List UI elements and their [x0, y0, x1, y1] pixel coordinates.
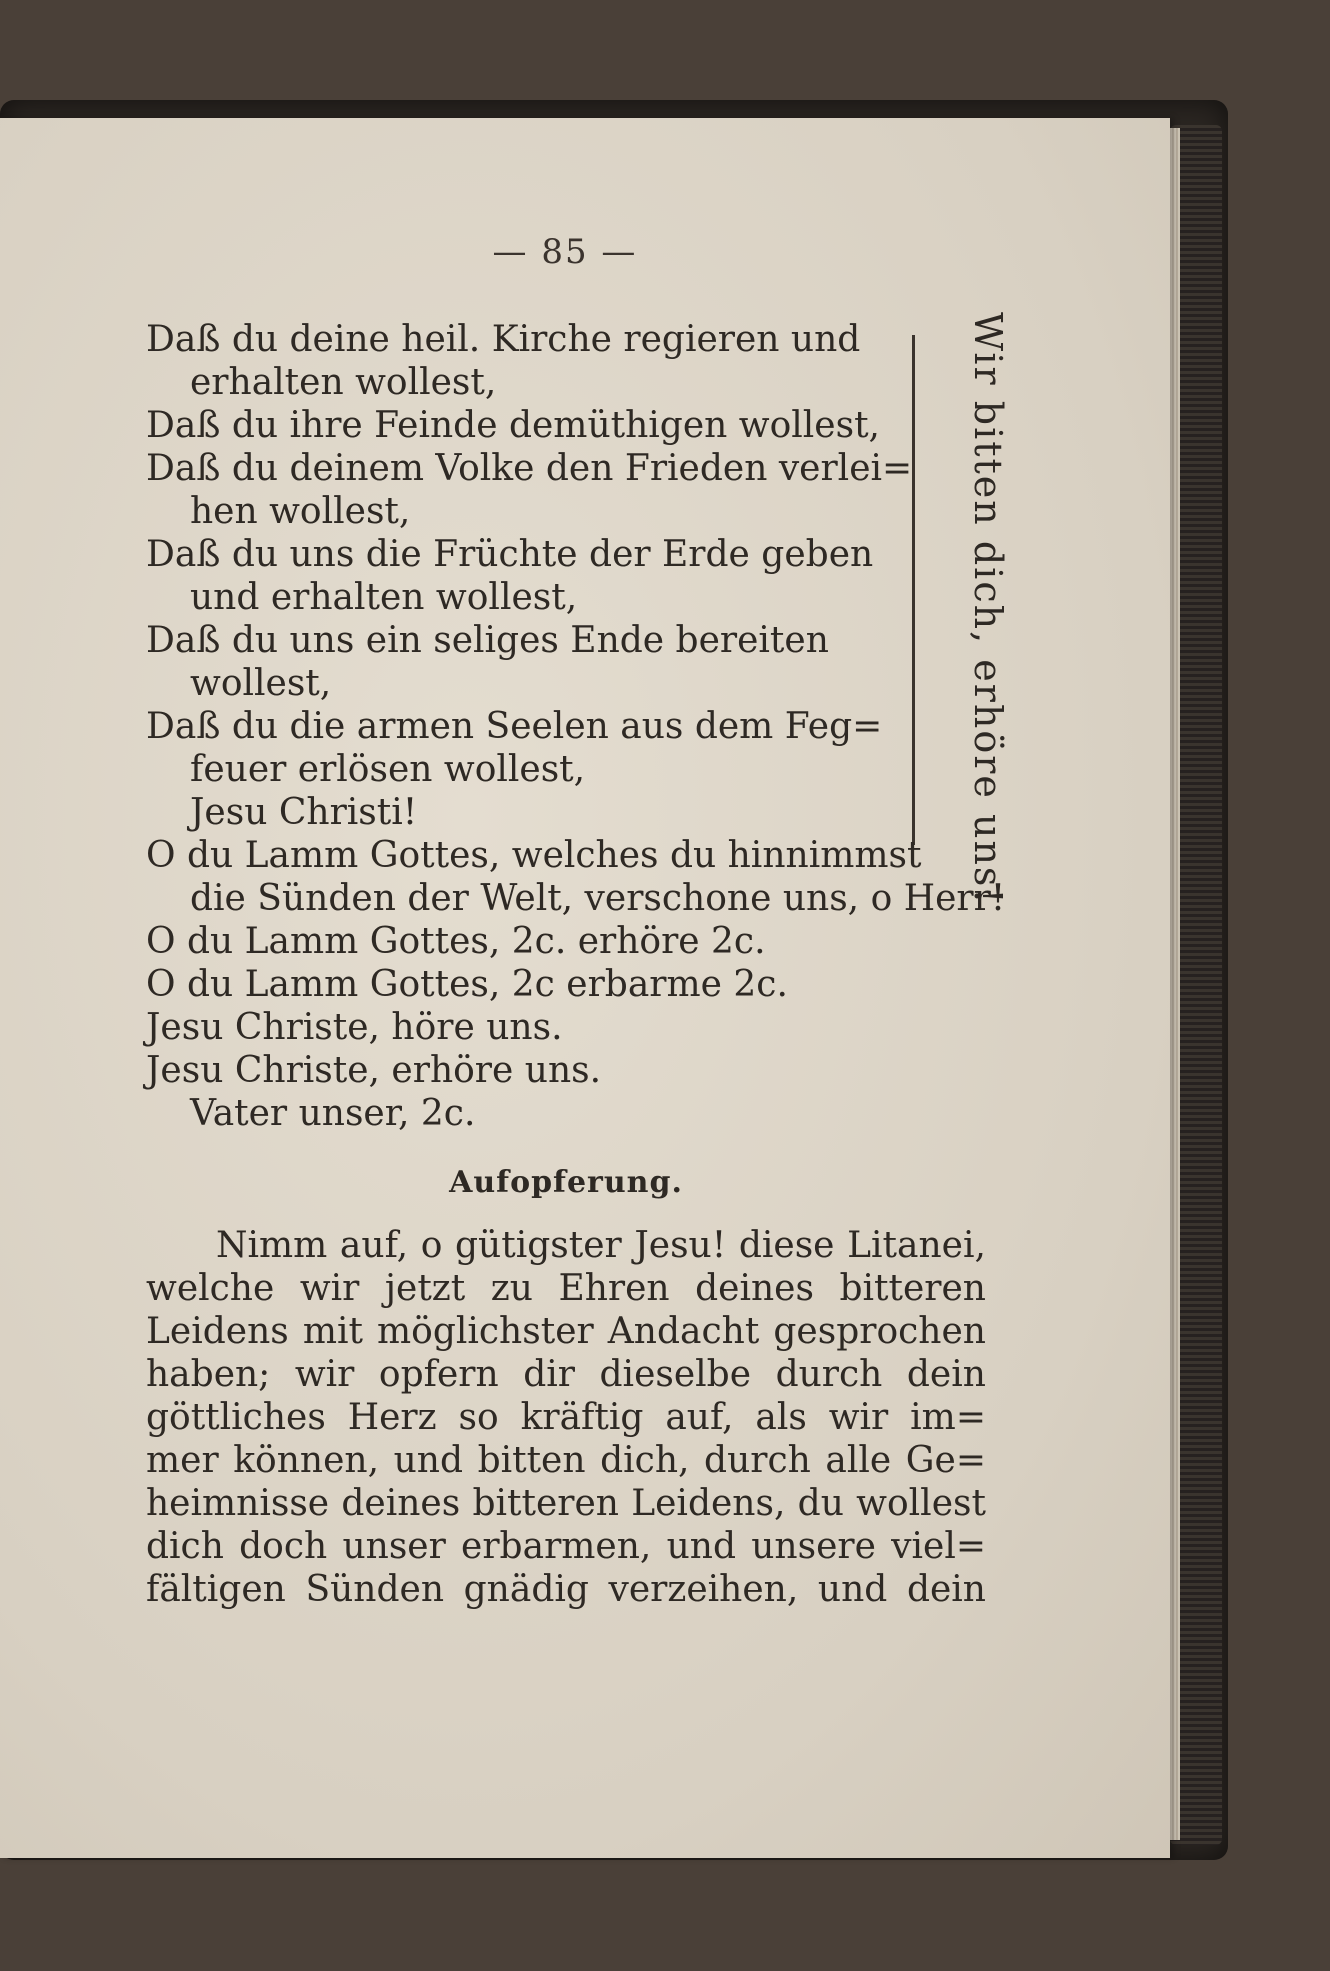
litany-line: Jesu Christi!: [190, 792, 418, 833]
word: auf,: [665, 1397, 734, 1438]
invocation-line: die Sünden der Welt, verschone uns, o Herr!: [190, 878, 1006, 919]
litany-line: wollest,: [190, 663, 332, 704]
section-heading: Aufopferung.: [449, 1165, 683, 1200]
word: so: [458, 1397, 499, 1438]
word: Jesu!: [634, 1225, 727, 1266]
word: dein: [906, 1354, 986, 1395]
litany-line: hen wollest,: [190, 491, 411, 532]
word: mit: [302, 1311, 363, 1352]
paragraph-line: [146, 1396, 986, 1439]
word: und: [666, 1526, 737, 1567]
word: wir: [294, 1354, 355, 1395]
word: welche: [146, 1268, 275, 1309]
word: durch: [775, 1354, 883, 1395]
word: unsere: [751, 1526, 876, 1567]
invocation-line: O du Lamm Gottes, welches du hinnimmst: [146, 835, 922, 876]
word: und: [393, 1440, 463, 1481]
word: Sünden: [305, 1569, 445, 1610]
word: wir: [828, 1397, 889, 1438]
word: als: [755, 1397, 807, 1438]
litany-line: Daß du ihre Feinde demüthigen wollest,: [146, 405, 880, 446]
closing-invocations: [146, 834, 1006, 1135]
invocation-line: Jesu Christe, erhöre uns.: [146, 1050, 602, 1091]
word: fältigen: [146, 1569, 286, 1610]
paragraph-line: [146, 1224, 986, 1267]
word: erbarmen,: [461, 1526, 652, 1567]
word: Ehren: [558, 1268, 670, 1309]
word: im=: [910, 1397, 986, 1438]
word: deines: [695, 1268, 814, 1309]
word: dein: [906, 1569, 986, 1610]
page-number: — 85 —: [492, 232, 638, 272]
word: zu: [490, 1268, 533, 1309]
word: Herz: [347, 1397, 437, 1438]
side-response: Wir bitten dich, erhöre uns!: [966, 312, 1010, 906]
paragraph-line: [146, 1568, 986, 1611]
word: Leidens: [146, 1311, 289, 1352]
word: du: [797, 1483, 844, 1524]
word: kräftig: [520, 1397, 644, 1438]
word: wir: [299, 1268, 360, 1309]
word: dich,: [600, 1440, 690, 1481]
litany-line: Daß du uns ein seliges Ende bereiten: [146, 620, 829, 661]
word: wollest: [856, 1483, 986, 1524]
word: viel=: [891, 1526, 986, 1567]
word: können,: [233, 1440, 380, 1481]
litany-line: Daß du uns die Früchte der Erde geben: [146, 534, 874, 575]
litany-section: [146, 318, 913, 834]
paragraph-line: [146, 1439, 986, 1482]
word: bitteren: [839, 1268, 986, 1309]
paragraph-line: [146, 1525, 986, 1568]
word: Leidens,: [631, 1483, 786, 1524]
litany-line: Daß du die armen Seelen aus dem Feg=: [146, 706, 883, 747]
litany-line: erhalten wollest,: [190, 362, 497, 403]
word: Litanei,: [847, 1225, 986, 1266]
word: durch: [704, 1440, 811, 1481]
word: göttliches: [146, 1397, 326, 1438]
invocation-line: O du Lamm Gottes, 2c erbarme 2c.: [146, 964, 788, 1005]
word: auf,: [339, 1225, 409, 1266]
word: o: [420, 1225, 443, 1266]
word: dich: [146, 1526, 224, 1567]
word: deines: [341, 1483, 461, 1524]
paragraph-line: [146, 1353, 986, 1396]
word: opfern: [378, 1354, 499, 1395]
paragraph-line: [146, 1482, 986, 1525]
invocation-line: Vater unser, 2c.: [190, 1093, 476, 1134]
word: gesprochen: [773, 1311, 986, 1352]
word: und: [817, 1569, 888, 1610]
word: diese: [738, 1225, 835, 1266]
word: bitteren: [472, 1483, 619, 1524]
litany-line: und erhalten wollest,: [190, 577, 578, 618]
word: Ge=: [905, 1440, 986, 1481]
word: gütigster: [455, 1225, 622, 1266]
litany-line: Daß du deinem Volke den Frieden verlei=: [146, 448, 913, 489]
word: Andacht: [607, 1311, 760, 1352]
word: jetzt: [384, 1268, 466, 1309]
word: verzeihen,: [608, 1569, 799, 1610]
offering-paragraph: [146, 1224, 986, 1611]
invocation-line: O du Lamm Gottes, 2c. erhöre 2c.: [146, 921, 766, 962]
paragraph-line: [146, 1267, 986, 1310]
word: gnädig: [463, 1569, 589, 1610]
paragraph-line: [146, 1310, 986, 1353]
word: Nimm: [216, 1225, 328, 1266]
word: doch: [239, 1526, 328, 1567]
word: dieselbe: [599, 1354, 752, 1395]
word: dir: [523, 1354, 575, 1395]
litany-line: Daß du deine heil. Kirche regieren und: [146, 319, 861, 360]
invocation-line: Jesu Christe, höre uns.: [146, 1007, 563, 1048]
word: unser: [342, 1526, 446, 1567]
litany-line: feuer erlösen wollest,: [190, 749, 586, 790]
word: möglichster: [377, 1311, 594, 1352]
word: haben;: [146, 1354, 271, 1395]
word: heimnisse: [146, 1483, 330, 1524]
word: alle: [825, 1440, 892, 1481]
word: mer: [146, 1440, 219, 1481]
word: bitten: [477, 1440, 586, 1481]
